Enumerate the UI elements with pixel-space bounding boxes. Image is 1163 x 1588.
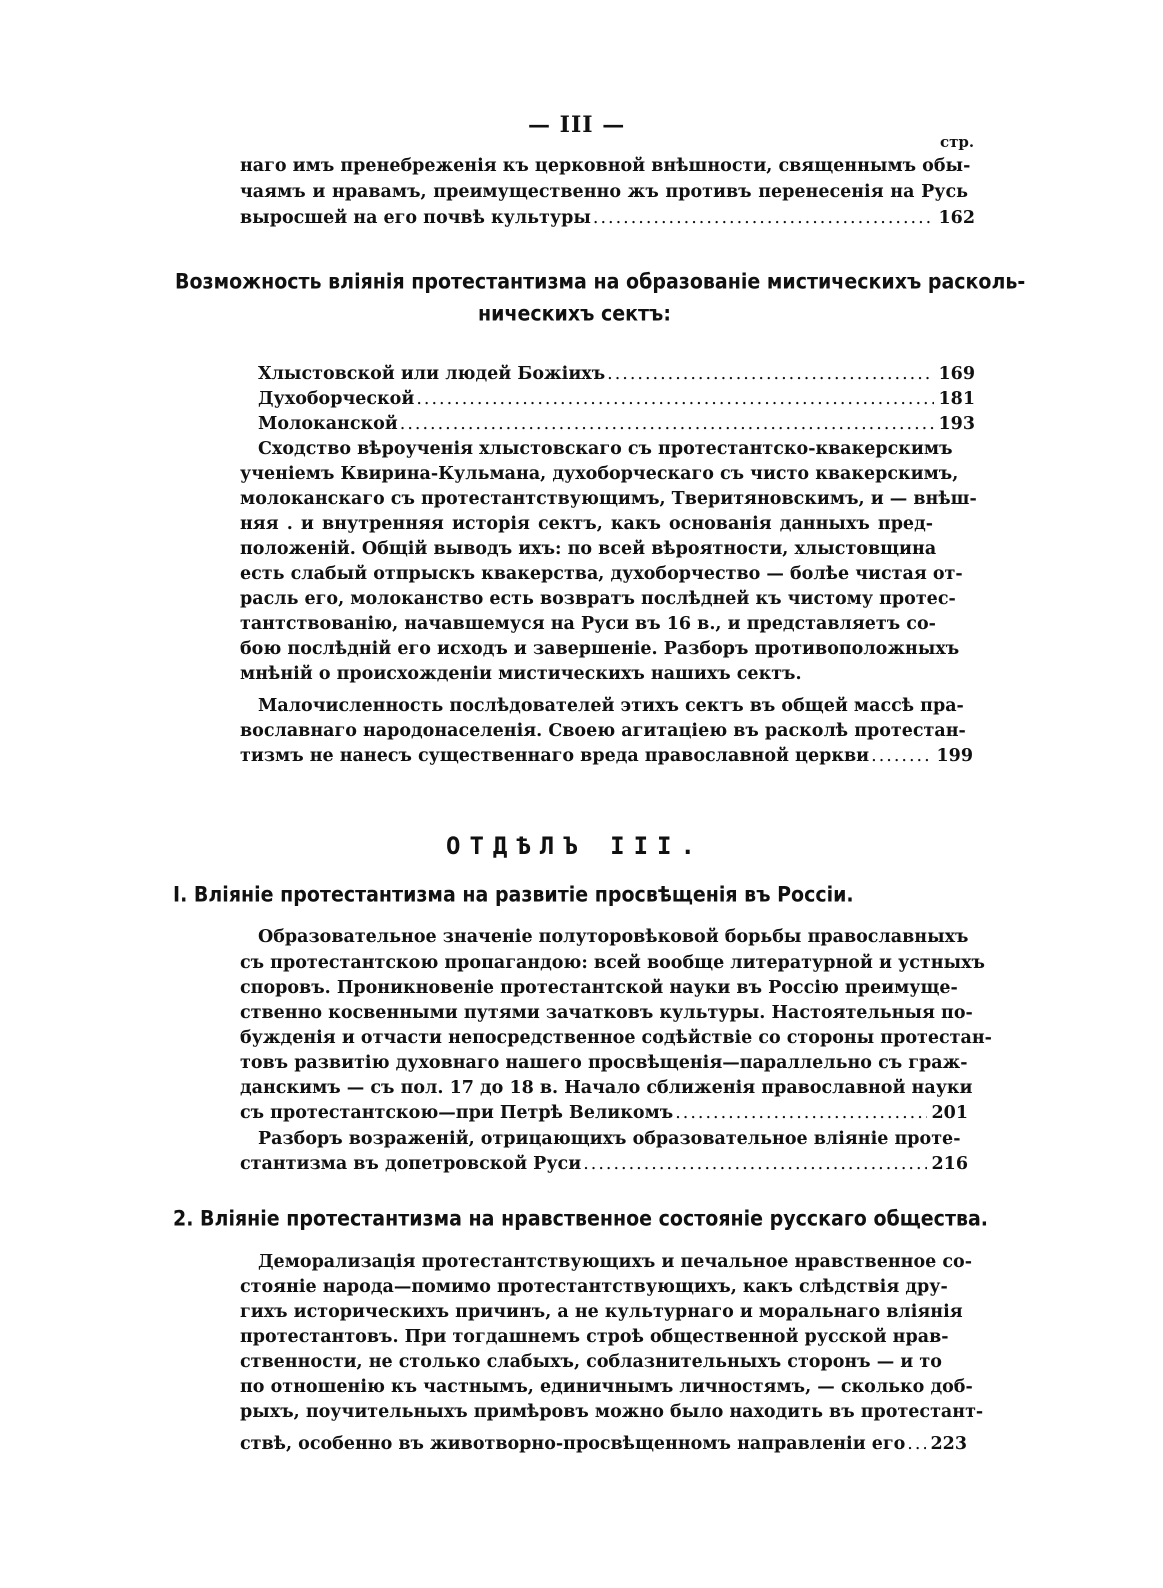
- toc-entry-text: ствѣ, особенно въ животворно-просвѣщенномъ направленіи его: [240, 1434, 906, 1454]
- toc-entry-text: съ протестантскою—при Петрѣ Великомъ: [240, 1103, 674, 1123]
- para3-line: данскимъ — съ пол. 17 до 18 в. Начало сближенія православной науки: [240, 1078, 973, 1098]
- toc-page-number: 181: [938, 389, 975, 409]
- toc-entry-morality[interactable]: [240, 1431, 967, 1457]
- toc-entry-text: Молоканской: [258, 414, 398, 434]
- dot-leader: [607, 361, 934, 387]
- para5-line: протестантовъ. При тогдашнемъ строѣ общественной русской нрав-: [240, 1327, 949, 1347]
- para5-line: Деморализація протестантствующихъ и печальное нравственное со-: [258, 1252, 972, 1272]
- para1-line: няя . и внутренняя исторія сектъ, какъ основанія данныхъ пред-: [240, 514, 933, 534]
- dot-leader: [593, 205, 935, 231]
- heading-education: I. Вліяніе протестантизма на развитіе просвѣщенія въ Россіи.: [173, 882, 854, 908]
- toc-entry-pre-petrine[interactable]: [240, 1151, 968, 1177]
- dot-leader: [871, 743, 932, 769]
- para3-line: споровъ. Проникновеніе протестантской науки въ Россію преимуще-: [240, 978, 958, 998]
- para3-line: Образовательное значеніе полуторовѣковой борьбы православныхъ: [258, 927, 969, 947]
- toc-page-number: 193: [938, 414, 975, 434]
- dot-leader: [907, 1431, 926, 1457]
- para3-line: товъ развитію духовнаго нашего просвѣщенія—параллельно съ граж-: [240, 1053, 968, 1073]
- dot-leader: [400, 411, 935, 437]
- dot-leader: [675, 1100, 927, 1126]
- toc-page-number: 201: [931, 1103, 968, 1123]
- para1-line: ученіемъ Квирина-Кульмана, духоборческаго съ чисто квакерскимъ,: [240, 464, 959, 484]
- para1-line: тантствованію, начавшемуся на Руси въ 16 в., и представляетъ со-: [240, 614, 936, 634]
- para1-line: Сходство вѣроученія хлыстовскаго съ протестантско-квакерскимъ: [258, 439, 953, 459]
- toc-page-number: 199: [936, 746, 973, 766]
- heading-mystic-sects-line-2: ническихъ сектъ:: [478, 301, 671, 327]
- toc-entry-text: тизмъ не нанесъ существеннаго вреда православной церкви: [240, 746, 870, 766]
- cont-line-2: чаямъ и нравамъ, преимущественно жъ противъ перенесенія на Русь: [240, 182, 968, 202]
- para3-line: ственно косвенными путями зачатковъ культуры. Настоятельныя по-: [240, 1003, 973, 1023]
- toc-page-number: 216: [931, 1154, 968, 1174]
- heading-morality: 2. Вліяніе протестантизма на нравственное состояніе русскаго общества.: [173, 1206, 989, 1232]
- page-number: — III —: [528, 112, 626, 138]
- toc-entry-text: Хлыстовской или людей Божіихъ: [258, 364, 606, 384]
- toc-entry-text: выросшей на его почвѣ культуры: [240, 208, 591, 228]
- toc-entry-sects-influence[interactable]: [240, 743, 973, 769]
- section-title: ОТДѢЛЪ III.: [446, 832, 704, 860]
- para1-line: молоканскаго съ протестантствующимъ, Тверитяновскимъ, и — внѣш-: [240, 489, 977, 509]
- toc-entry-cont[interactable]: [240, 205, 975, 231]
- para5-line: рыхъ, поучительныхъ примѣровъ можно было находить въ протестант-: [240, 1402, 984, 1422]
- para5-line: стояніе народа—помимо протестантствующихъ, какъ слѣдствія дру-: [240, 1277, 948, 1297]
- para3-line: съ протестантскою пропагандою: всей вообще литературной и устныхъ: [240, 953, 985, 973]
- toc-entry-text: стантизма въ допетровской Руси: [240, 1154, 582, 1174]
- heading-mystic-sects-line-1: Возможность вліянія протестантизма на образованіе мистическихъ расколь-: [175, 269, 1026, 295]
- toc-entry-peter[interactable]: [240, 1100, 968, 1126]
- para1-last-line: мнѣній о происхожденіи мистическихъ нашихъ сектъ.: [240, 664, 802, 684]
- para3-line: бужденія и отчасти непосредственное содѣйствіе со стороны протестан-: [240, 1028, 992, 1048]
- cont-line-1: наго имъ пренебреженія къ церковной внѣшности, священнымъ обы-: [240, 156, 971, 176]
- toc-page-number: 223: [930, 1434, 967, 1454]
- para1-line: есть слабый отпрыскъ квакерства, духоборчество — болѣе чистая от-: [240, 564, 963, 584]
- para5-line: ственности, не столько слабыхъ, соблазнительныхъ сторонъ — и то: [240, 1352, 942, 1372]
- para1-line: бою послѣдній его исходъ и завершеніе. Разборъ противоположныхъ: [240, 639, 960, 659]
- toc-entry-molokans[interactable]: [258, 411, 975, 437]
- dot-leader: [583, 1151, 927, 1177]
- para2-line: вославнаго народонаселенія. Своею агитаціею въ расколѣ протестан-: [240, 721, 966, 741]
- para1-line: расль его, молоканство есть возвратъ послѣдней къ чистому протес-: [240, 589, 956, 609]
- toc-entry-text: Духоборческой: [258, 389, 415, 409]
- toc-page-number: 162: [938, 208, 975, 228]
- para1-line: положеній. Общій выводъ ихъ: по всей вѣроятности, хлыстовщина: [240, 539, 937, 559]
- para5-line: по отношенію къ частнымъ, единичнымъ личностямъ, — сколько доб-: [240, 1377, 973, 1397]
- toc-entry-khlysty[interactable]: [258, 361, 975, 387]
- para2-line: Малочисленность послѣдователей этихъ сектъ въ общей массѣ пра-: [258, 696, 964, 716]
- para5-line: гихъ историческихъ причинъ, а не культурнаго и моральнаго вліянія: [240, 1302, 963, 1322]
- toc-page-number: 169: [938, 364, 975, 384]
- dot-leader: [416, 386, 934, 412]
- toc-entry-dukhobors[interactable]: [258, 386, 975, 412]
- page-column-label: стр.: [940, 133, 975, 151]
- para4-line: Разборъ возраженій, отрицающихъ образовательное вліяніе проте-: [258, 1129, 961, 1149]
